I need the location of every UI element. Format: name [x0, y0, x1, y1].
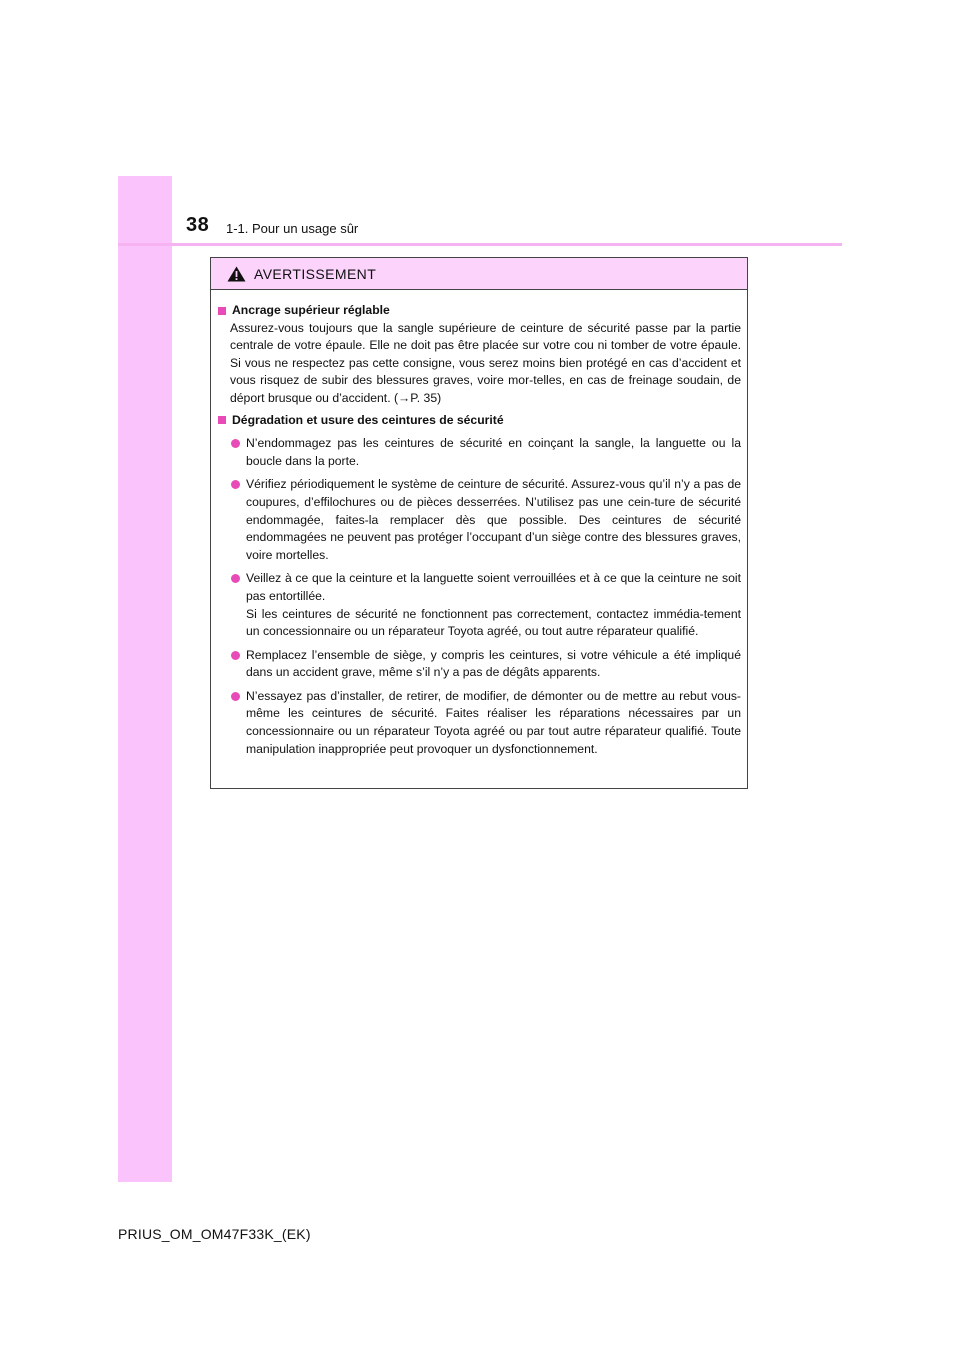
- list-item: [217, 688, 741, 758]
- section-upper-anchor: [217, 302, 741, 408]
- side-color-band: [118, 176, 172, 1182]
- header-rule: [118, 243, 842, 246]
- warning-box: [210, 257, 748, 789]
- round-bullet-icon: [231, 651, 240, 660]
- list-item: [217, 570, 741, 640]
- round-bullet-icon: [231, 439, 240, 448]
- warning-header: [211, 258, 747, 290]
- list-item-text: Remplacez l’ensemble de siège, y compris les ceintures, si votre véhicule a été impliqué dans un accident grave, même s’il n’y a pas de dégâts apparents.: [246, 647, 741, 680]
- list-item: [217, 476, 741, 564]
- warning-title: AVERTISSEMENT: [254, 265, 377, 282]
- section-heading-text: Ancrage supérieur réglable: [232, 303, 390, 317]
- section-heading: [217, 302, 741, 320]
- document-code: PRIUS_OM_OM47F33K_(EK): [118, 1226, 311, 1242]
- warning-body: [211, 290, 747, 758]
- page-number: 38: [186, 214, 210, 236]
- section-belt-wear: [217, 412, 741, 759]
- round-bullet-icon: [231, 480, 240, 489]
- list-item-text: Si les ceintures de sécurité ne fonctionnent pas correctement, contactez immédia-tement un concessionnaire ou un réparateur Toyota agréé, ou tout autre réparateur qualifié.: [246, 606, 741, 639]
- list-item-text: Vérifiez périodiquement le système de ceinture de sécurité. Assurez-vous qu’il n’y a pas de coupures, d’effilochures ou de pièces desserrées. N’utilisez pas une cein-ture de sécurité endommagée, faites-la remplacer dès que possible. Des ceintures de sécurité endommagées ne peuvent pas protéger l’occupant d’un siège contre des blessures graves, voire mortelles.: [246, 477, 741, 562]
- section-heading-text: Dégradation et usure des ceintures de sécurité: [232, 412, 504, 427]
- list-item: [217, 647, 741, 682]
- list-item-text: N’endommagez pas les ceintures de sécurité en coinçant la sangle, la languette ou la boucle dans la porte.: [246, 436, 741, 468]
- square-bullet-icon: [218, 416, 226, 424]
- section-paragraph: Assurez-vous toujours que la sangle supérieure de ceinture de sécurité passe par la partie centrale de votre épaule. Elle ne doit pas être placée sur votre cou ni tomber de votre épaule. Si vous ne respectez pas cette consigne, vous serez moins bien protégé en cas d’accident et vous risquez de subir des blessures graves, voire mor-telles, en cas de freinage soudain, de déport brusque ou d’accident. (→P. 35): [230, 320, 741, 405]
- square-bullet-icon: [218, 307, 226, 315]
- round-bullet-icon: [231, 692, 240, 701]
- list-item-text: Veillez à ce que la ceinture et la languette soient verrouillées et à ce que la ceinture ne soit pas entortillée.: [246, 571, 741, 603]
- round-bullet-icon: [231, 574, 240, 583]
- section-heading: [217, 412, 741, 430]
- warning-triangle-icon: [227, 266, 246, 282]
- section-title: 1-1. Pour un usage sûr: [226, 221, 359, 236]
- list-item: [217, 435, 741, 470]
- list-item-text: N’essayez pas d’installer, de retirer, de modifier, de démonter ou de mettre au rebut vous-même les ceintures de sécurité. Faites réaliser les réparations nécessaires par un concessionnaire ou un réparateur Toyota agréé ou par tout autre réparateur qualifié. Toute manipulation inappropriée peut provoquer un dysfonctionnement.: [246, 688, 741, 756]
